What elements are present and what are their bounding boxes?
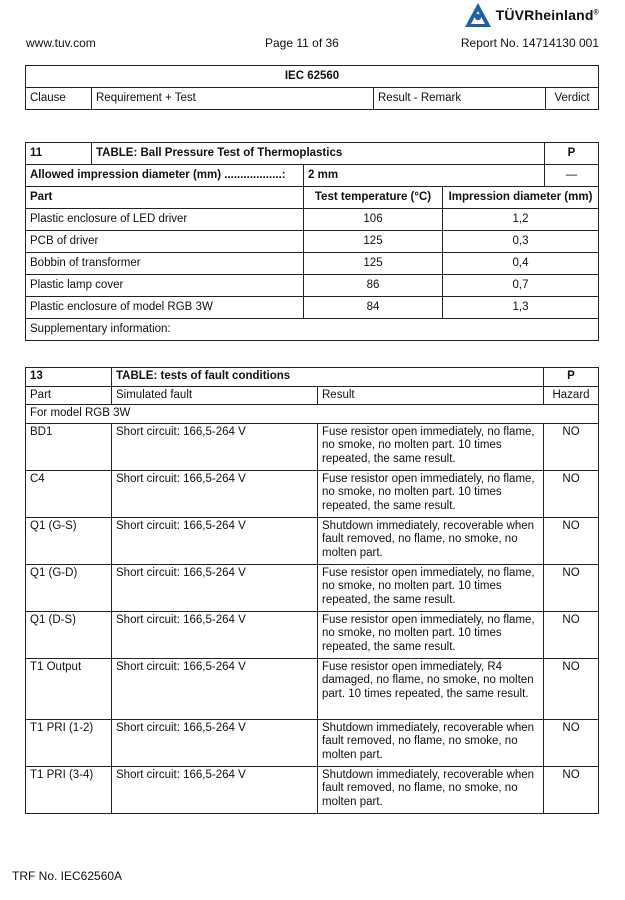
table-row (26, 209, 599, 231)
row-diameter: 0,4 (443, 253, 599, 275)
row-part: Plastic lamp cover (26, 275, 304, 297)
ball-title: TABLE: Ball Pressure Test of Thermoplastics (92, 143, 545, 165)
header-temperature: Test temperature (°C) (304, 187, 443, 209)
header-url: www.tuv.com (26, 36, 96, 50)
row-hazard: NO (544, 719, 599, 766)
table-row (26, 658, 599, 719)
row-fault: Short circuit: 166,5-264 V (112, 611, 318, 658)
ball-verdict: P (545, 143, 599, 165)
row-result: Fuse resistor open immediately, no flame, no smoke, no molten part. 10 times repeated, the same result. (318, 470, 544, 517)
tuv-triangle-icon (464, 2, 492, 28)
table-row (26, 275, 599, 297)
row-part: Plastic enclosure of LED driver (26, 209, 304, 231)
row-hazard: NO (544, 470, 599, 517)
standard-title: IEC 62560 (26, 66, 599, 88)
row-result: Shutdown immediately, recoverable when fault removed, no flame, no smoke, no molten part. (318, 719, 544, 766)
row-temperature: 125 (304, 231, 443, 253)
header-part: Part (26, 386, 112, 405)
row-part: PCB of driver (26, 231, 304, 253)
col-clause: Clause (26, 88, 92, 110)
row-result: Fuse resistor open immediately, no flame, no smoke, no molten part. 10 times repeated, the same result. (318, 423, 544, 470)
table-row (26, 231, 599, 253)
ball-pressure-table (25, 142, 599, 341)
ball-clause: 11 (26, 143, 92, 165)
ball-header-row (26, 187, 599, 209)
row-fault: Short circuit: 166,5-264 V (112, 719, 318, 766)
row-part: C4 (26, 470, 112, 517)
row-diameter: 1,3 (443, 297, 599, 319)
row-hazard: NO (544, 658, 599, 719)
row-part: Plastic enclosure of model RGB 3W (26, 297, 304, 319)
row-diameter: 1,2 (443, 209, 599, 231)
row-hazard: NO (544, 423, 599, 470)
row-part: T1 PRI (1-2) (26, 719, 112, 766)
row-fault: Short circuit: 166,5-264 V (112, 423, 318, 470)
header-hazard: Hazard (544, 386, 599, 405)
row-part: Q1 (G-D) (26, 564, 112, 611)
allowed-value: 2 mm (304, 165, 545, 187)
table-row (26, 719, 599, 766)
row-part: Q1 (D-S) (26, 611, 112, 658)
table-row (26, 517, 599, 564)
row-part: T1 PRI (3-4) (26, 766, 112, 813)
row-temperature: 86 (304, 275, 443, 297)
fault-clause: 13 (26, 368, 112, 387)
table-row (26, 423, 599, 470)
header-part: Part (26, 187, 304, 209)
row-fault: Short circuit: 166,5-264 V (112, 564, 318, 611)
supplementary-row (26, 319, 599, 341)
fault-title: TABLE: tests of fault conditions (112, 368, 544, 387)
logo-text: TÜVRheinland® (495, 7, 599, 23)
col-requirement: Requirement + Test (92, 88, 374, 110)
row-hazard: NO (544, 766, 599, 813)
row-temperature: 106 (304, 209, 443, 231)
row-hazard: NO (544, 564, 599, 611)
table-row (26, 470, 599, 517)
table-row (26, 253, 599, 275)
page-number: Page 11 of 36 (265, 36, 339, 50)
table-row (26, 611, 599, 658)
row-temperature: 125 (304, 253, 443, 275)
model-note: For model RGB 3W (26, 405, 599, 424)
standard-columns (26, 88, 599, 110)
row-fault: Short circuit: 166,5-264 V (112, 517, 318, 564)
fault-header-row (26, 386, 599, 405)
col-verdict: Verdict (546, 88, 599, 110)
header-diameter: Impression diameter (mm) (443, 187, 599, 209)
row-fault: Short circuit: 166,5-264 V (112, 470, 318, 517)
ball-title-row (26, 143, 599, 165)
row-part: Bobbin of transformer (26, 253, 304, 275)
row-hazard: NO (544, 517, 599, 564)
supplementary-info: Supplementary information: (26, 319, 599, 341)
fault-conditions-table (25, 367, 599, 814)
table-row (26, 766, 599, 813)
row-fault: Short circuit: 166,5-264 V (112, 766, 318, 813)
tuv-logo (464, 2, 599, 28)
fault-title-row (26, 368, 599, 387)
report-number: Report No. 14714130 001 (460, 36, 599, 50)
fault-verdict: P (544, 368, 599, 387)
standard-table (25, 65, 599, 110)
trf-number: TRF No. IEC62560A (12, 869, 123, 883)
allowed-label: Allowed impression diameter (mm) ..................: (26, 165, 304, 187)
row-part: Q1 (G-S) (26, 517, 112, 564)
table-row (26, 564, 599, 611)
row-part: T1 Output (26, 658, 112, 719)
row-diameter: 0,7 (443, 275, 599, 297)
allowed-verdict: — (545, 165, 599, 187)
row-hazard: NO (544, 611, 599, 658)
row-part: BD1 (26, 423, 112, 470)
header-simulated-fault: Simulated fault (112, 386, 318, 405)
row-result: Fuse resistor open immediately, no flame, no smoke, no molten part. 10 times repeated, the same result. (318, 564, 544, 611)
row-result: Fuse resistor open immediately, no flame, no smoke, no molten part. 10 times repeated, the same result. (318, 611, 544, 658)
page-header (0, 0, 625, 60)
allowed-row (26, 165, 599, 187)
row-temperature: 84 (304, 297, 443, 319)
row-diameter: 0,3 (443, 231, 599, 253)
row-fault: Short circuit: 166,5-264 V (112, 658, 318, 719)
table-row (26, 297, 599, 319)
row-result: Shutdown immediately, recoverable when fault removed, no flame, no smoke, no molten part. (318, 517, 544, 564)
header-result: Result (318, 386, 544, 405)
model-note-row (26, 405, 599, 424)
row-result: Shutdown immediately, recoverable when fault removed, no flame, no smoke, no molten part. (318, 766, 544, 813)
row-result: Fuse resistor open immediately, R4 damaged, no flame, no smoke, no molten part. 10 times repeated, the same result. (318, 658, 544, 719)
col-result: Result - Remark (374, 88, 546, 110)
